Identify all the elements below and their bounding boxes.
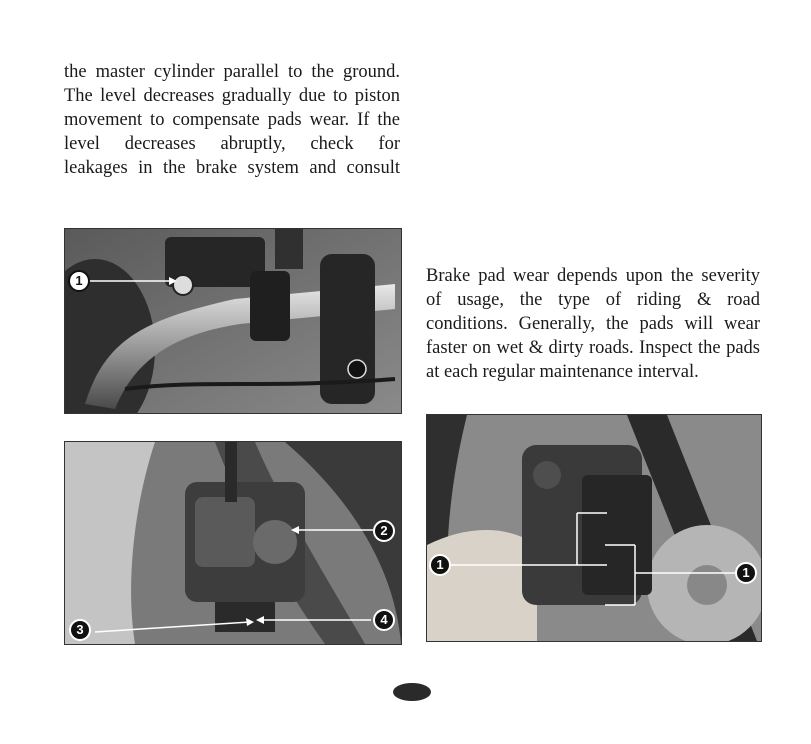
paragraph-line: at each regular maintenance interval. [426,362,699,382]
callout-1-left: 1 [429,554,451,576]
handlebar-illustration [65,229,401,413]
caliper-right-illustration [427,415,761,641]
callout-4: 4 [373,609,395,631]
callout-3: 3 [69,619,91,641]
caliper-left-illustration [65,442,401,644]
caliper-right-photo [426,414,762,642]
paragraph-line: faster on wet & dirty roads. Inspect the pads [426,338,760,358]
paragraph-line: leakages in the brake system and consult [64,158,400,178]
paragraph-line: Brake pad wear depends upon the severity [426,266,760,286]
hand [427,530,537,641]
paragraph-line: level decreases abruptly, check for [64,134,400,154]
callout-1-right: 1 [735,562,757,584]
callout-2: 2 [373,520,395,542]
handlebar-master-cylinder-photo [64,228,402,414]
paragraph-line: The level decreases gradually due to piston [64,86,400,106]
callout-1: 1 [68,270,90,292]
right-paragraph [426,264,760,384]
left-paragraph [64,60,400,180]
sight-glass [173,275,193,295]
caliper-left-photo [64,441,402,645]
paragraph-line: movement to compensate pads wear. If the [64,110,400,130]
paragraph-line: of usage, the type of riding & road [426,290,760,310]
page-number-badge [393,683,431,701]
paragraph-line: conditions. Generally, the pads will wear [426,314,760,334]
brake-pads [582,475,652,595]
paragraph-line: the master cylinder parallel to the ground. [64,62,400,82]
